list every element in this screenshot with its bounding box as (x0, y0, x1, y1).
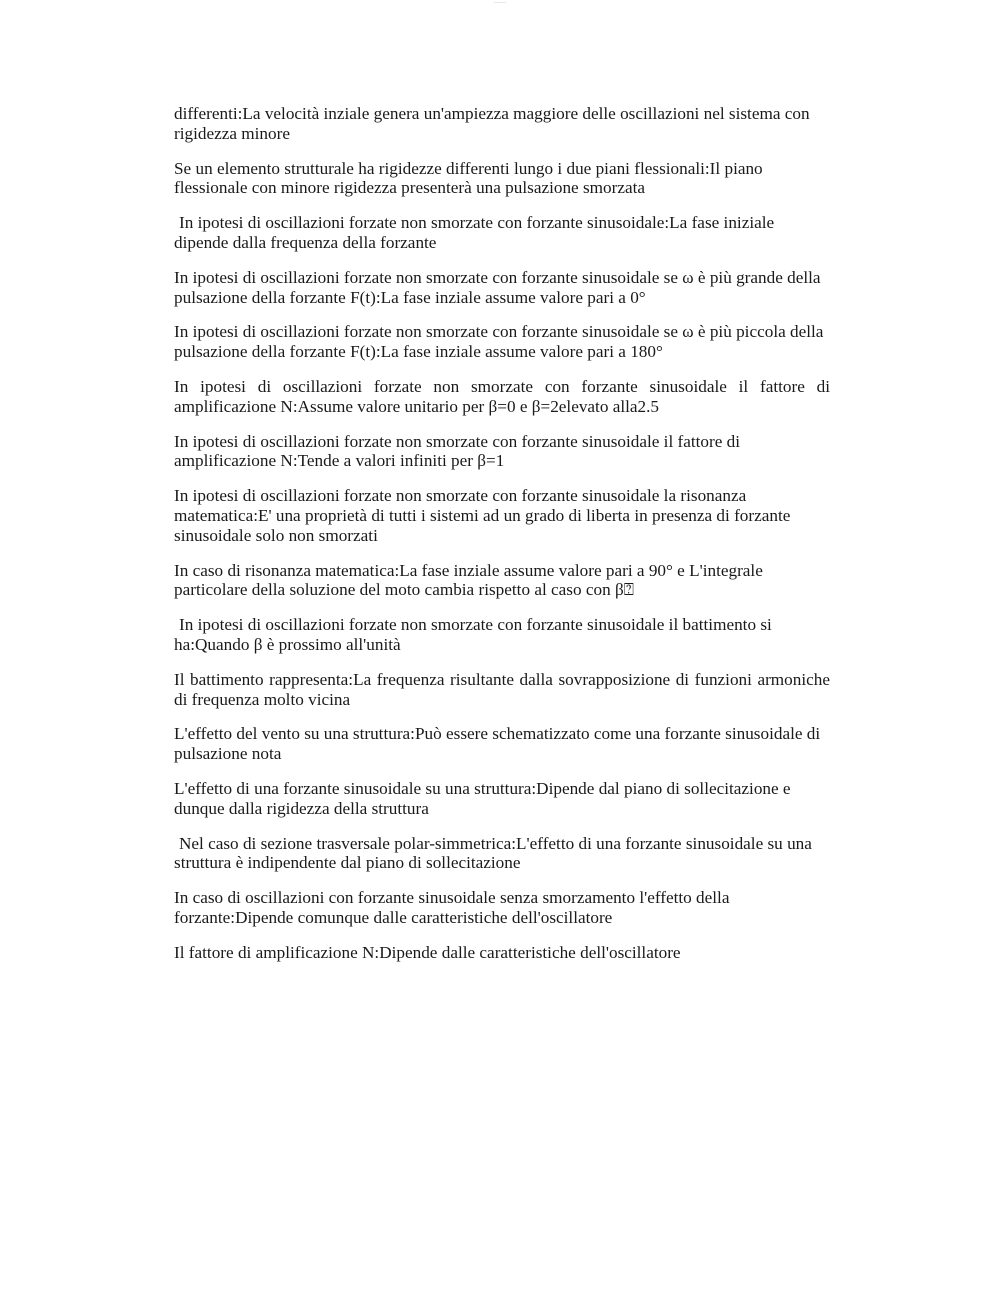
paragraph-6: In ipotesi di oscillazioni forzate non smorzate con forzante sinusoidale il fattore di amplificazione N:Assume valore unitario per β=0 e β=2elevato alla2.5 (174, 376, 830, 416)
paragraph-7: In ipotesi di oscillazioni forzate non smorzate con forzante sinusoidale il fattore di amplificazione N:Tende a valori infiniti per β=1 (174, 431, 741, 471)
header-mark: ——— (494, 0, 506, 4)
paragraph-13: L'effetto di una forzante sinusoidale su una struttura:Dipende dal piano di sollecitazione e dunque dalla rigidezza della struttura (174, 778, 791, 818)
paragraph-14: Nel caso di sezione trasversale polar-simmetrica:L'effetto di una forzante sinusoidale su una struttura è indipendente dal piano di sollecitazione (174, 833, 812, 873)
paragraph-2: Se un elemento strutturale ha rigidezze differenti lungo i due piani flessionali:Il piano flessionale con minore rigidezza presenterà una pulsazione smorzata (174, 158, 763, 198)
paragraph-9: In caso di risonanza matematica:La fase inziale assume valore pari a 90° e L'integrale particolare della soluzione del moto cambia rispetto al caso con β⍰ (174, 560, 763, 600)
paragraph-10: In ipotesi di oscillazioni forzate non smorzate con forzante sinusoidale il battimento si ha:Quando β è prossimo all'unità (174, 615, 772, 654)
paragraph-16: Il fattore di amplificazione N:Dipende dalle caratteristiche dell'oscillatore (174, 942, 681, 962)
paragraph-8: In ipotesi di oscillazioni forzate non smorzate con forzante sinusoidale la risonanza matematica:E' una proprietà di tutti i sistemi ad un grado di liberta in presenza di forzante sinusoidale solo non smorzati (174, 486, 791, 545)
paragraph-3: In ipotesi di oscillazioni forzate non smorzate con forzante sinusoidale:La fase iniziale dipende dalla frequenza della forzante (174, 213, 775, 252)
paragraph-11: Il battimento rappresenta:La frequenza risultante dalla sovrapposizione di funzioni armoniche di frequenza molto vicina (174, 669, 830, 709)
paragraph-4: In ipotesi di oscillazioni forzate non smorzate con forzante sinusoidale se ω è più grande della pulsazione della forzante F(t):La fase inziale assume valore pari a 0° (174, 267, 821, 307)
paragraph-12: L'effetto del vento su una struttura:Può essere schematizzato come una forzante sinusoidale di pulsazione nota (174, 724, 821, 764)
paragraph-1: differenti:La velocità inziale genera un'ampiezza maggiore delle oscillazioni nel sistema con rigidezza minore (174, 104, 810, 143)
document-body (174, 104, 830, 978)
paragraph-5: In ipotesi di oscillazioni forzate non smorzate con forzante sinusoidale se ω è più piccola della pulsazione della forzante F(t):La fase inziale assume valore pari a 180° (174, 322, 824, 362)
paragraph-15: In caso di oscillazioni con forzante sinusoidale senza smorzamento l'effetto della forzante:Dipende comunque dalle caratteristiche dell'oscillatore (174, 888, 730, 927)
